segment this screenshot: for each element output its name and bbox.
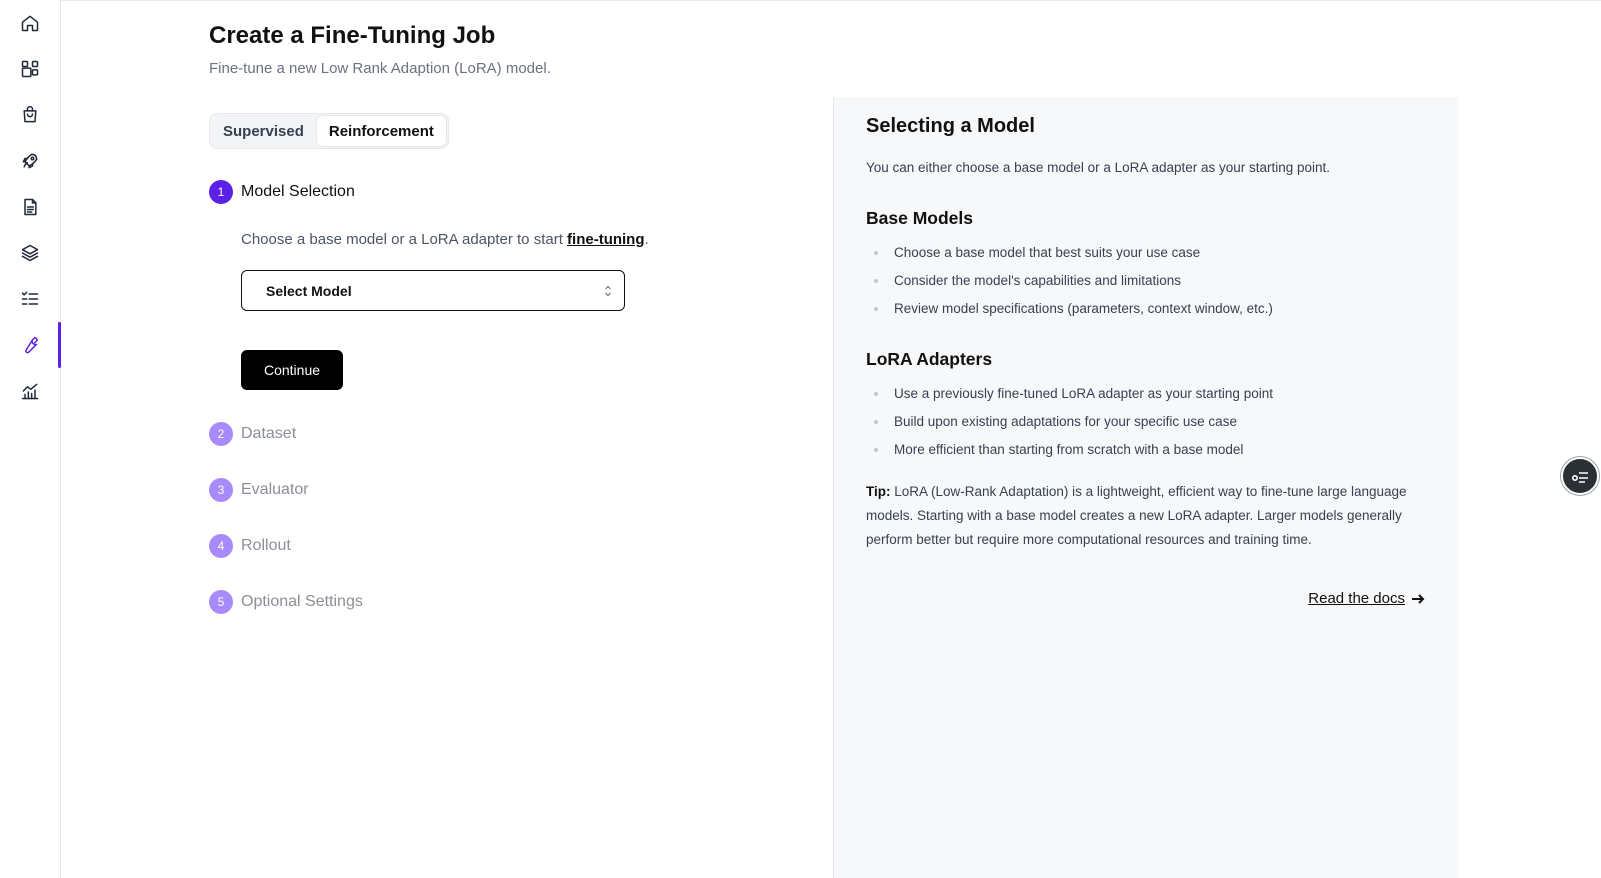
task-list-icon	[20, 289, 40, 309]
step-number: 5	[209, 590, 233, 614]
tab-supervised[interactable]: Supervised	[223, 122, 304, 140]
step-dataset[interactable]	[209, 422, 296, 446]
step-number: 4	[209, 534, 233, 558]
list-item: Choose a base model that best suits your use case	[866, 243, 1273, 271]
continue-button[interactable]: Continue	[241, 350, 343, 390]
step-label: Evaluator	[241, 481, 309, 498]
settings-list-icon	[1571, 469, 1589, 483]
page-subtitle: Fine-tune a new Low Rank Adaption (LoRA) model.	[209, 60, 551, 77]
help-panel	[833, 97, 1458, 878]
step-description-text: Choose a base model or a LoRA adapter to start	[241, 231, 568, 248]
step-label: Rollout	[241, 537, 291, 554]
tab-reinforcement[interactable]: Reinforcement	[316, 115, 447, 147]
lora-adapters-heading: LoRA Adapters	[866, 349, 993, 369]
base-models-list	[866, 243, 1273, 327]
sidebar-item-documents[interactable]	[0, 184, 60, 230]
list-item: Review model specifications (parameters, context window, etc.)	[866, 299, 1273, 327]
model-select-value: Select Model	[266, 282, 352, 299]
step-number: 2	[209, 422, 233, 446]
list-item: Consider the model's capabilities and limitations	[866, 271, 1273, 299]
home-icon	[20, 13, 40, 33]
step-description	[241, 231, 649, 248]
step-evaluator[interactable]	[209, 478, 309, 502]
step-number: 1	[209, 180, 233, 204]
help-intro: You can either choose a base model or a LoRA adapter as your starting point.	[866, 160, 1331, 175]
page-title: Create a Fine-Tuning Job	[209, 22, 496, 49]
tip-label: Tip:	[866, 484, 891, 499]
shopping-bag-icon	[20, 105, 40, 125]
apps-icon	[20, 59, 40, 79]
chevron-up-down-icon	[604, 283, 612, 299]
job-type-tabs	[209, 113, 449, 149]
wrench-icon	[20, 335, 40, 355]
analytics-icon	[20, 381, 40, 401]
model-select[interactable]	[241, 270, 625, 311]
read-docs-link[interactable]	[1308, 590, 1425, 607]
sidebar-item-marketplace[interactable]	[0, 92, 60, 138]
help-tip	[866, 480, 1426, 552]
step-label: Dataset	[241, 425, 297, 442]
arrow-right-icon	[1411, 592, 1425, 606]
list-item: Build upon existing adaptations for your specific use case	[866, 412, 1273, 440]
floating-settings-button[interactable]	[1561, 457, 1599, 495]
sidebar-item-fine-tuning[interactable]	[0, 322, 60, 368]
step-description-suffix: .	[644, 231, 649, 248]
sidebar-item-home[interactable]	[0, 0, 60, 46]
help-title: Selecting a Model	[866, 115, 1035, 137]
read-docs-label: Read the docs	[1308, 590, 1405, 607]
sidebar-item-deployments[interactable]	[0, 138, 60, 184]
step-label: Optional Settings	[241, 593, 363, 610]
sidebar-item-jobs[interactable]	[0, 276, 60, 322]
step-model-selection	[209, 180, 355, 204]
sidebar	[0, 0, 61, 878]
step-optional-settings[interactable]	[209, 590, 363, 614]
sidebar-item-apps[interactable]	[0, 46, 60, 92]
base-models-heading: Base Models	[866, 208, 973, 228]
sidebar-item-analytics[interactable]	[0, 368, 60, 414]
lora-adapters-list	[866, 384, 1273, 468]
tip-text: LoRA (Low-Rank Adaptation) is a lightweight, efficient way to fine-tune large language models. Starting with a base model creates a new LoRA adapter. Larger models generally perform better but require more computational resources and training time.	[866, 484, 1407, 547]
step-number: 3	[209, 478, 233, 502]
step-label: Model Selection	[241, 183, 355, 200]
list-item: More efficient than starting from scratch with a base model	[866, 440, 1273, 468]
sidebar-item-models[interactable]	[0, 230, 60, 276]
step-rollout[interactable]	[209, 534, 291, 558]
rocket-icon	[20, 151, 40, 171]
layers-icon	[20, 243, 40, 263]
document-icon	[20, 197, 40, 217]
fine-tuning-link[interactable]: fine-tuning	[567, 231, 645, 248]
list-item: Use a previously fine-tuned LoRA adapter as your starting point	[866, 384, 1273, 412]
top-border	[0, 0, 1601, 1]
